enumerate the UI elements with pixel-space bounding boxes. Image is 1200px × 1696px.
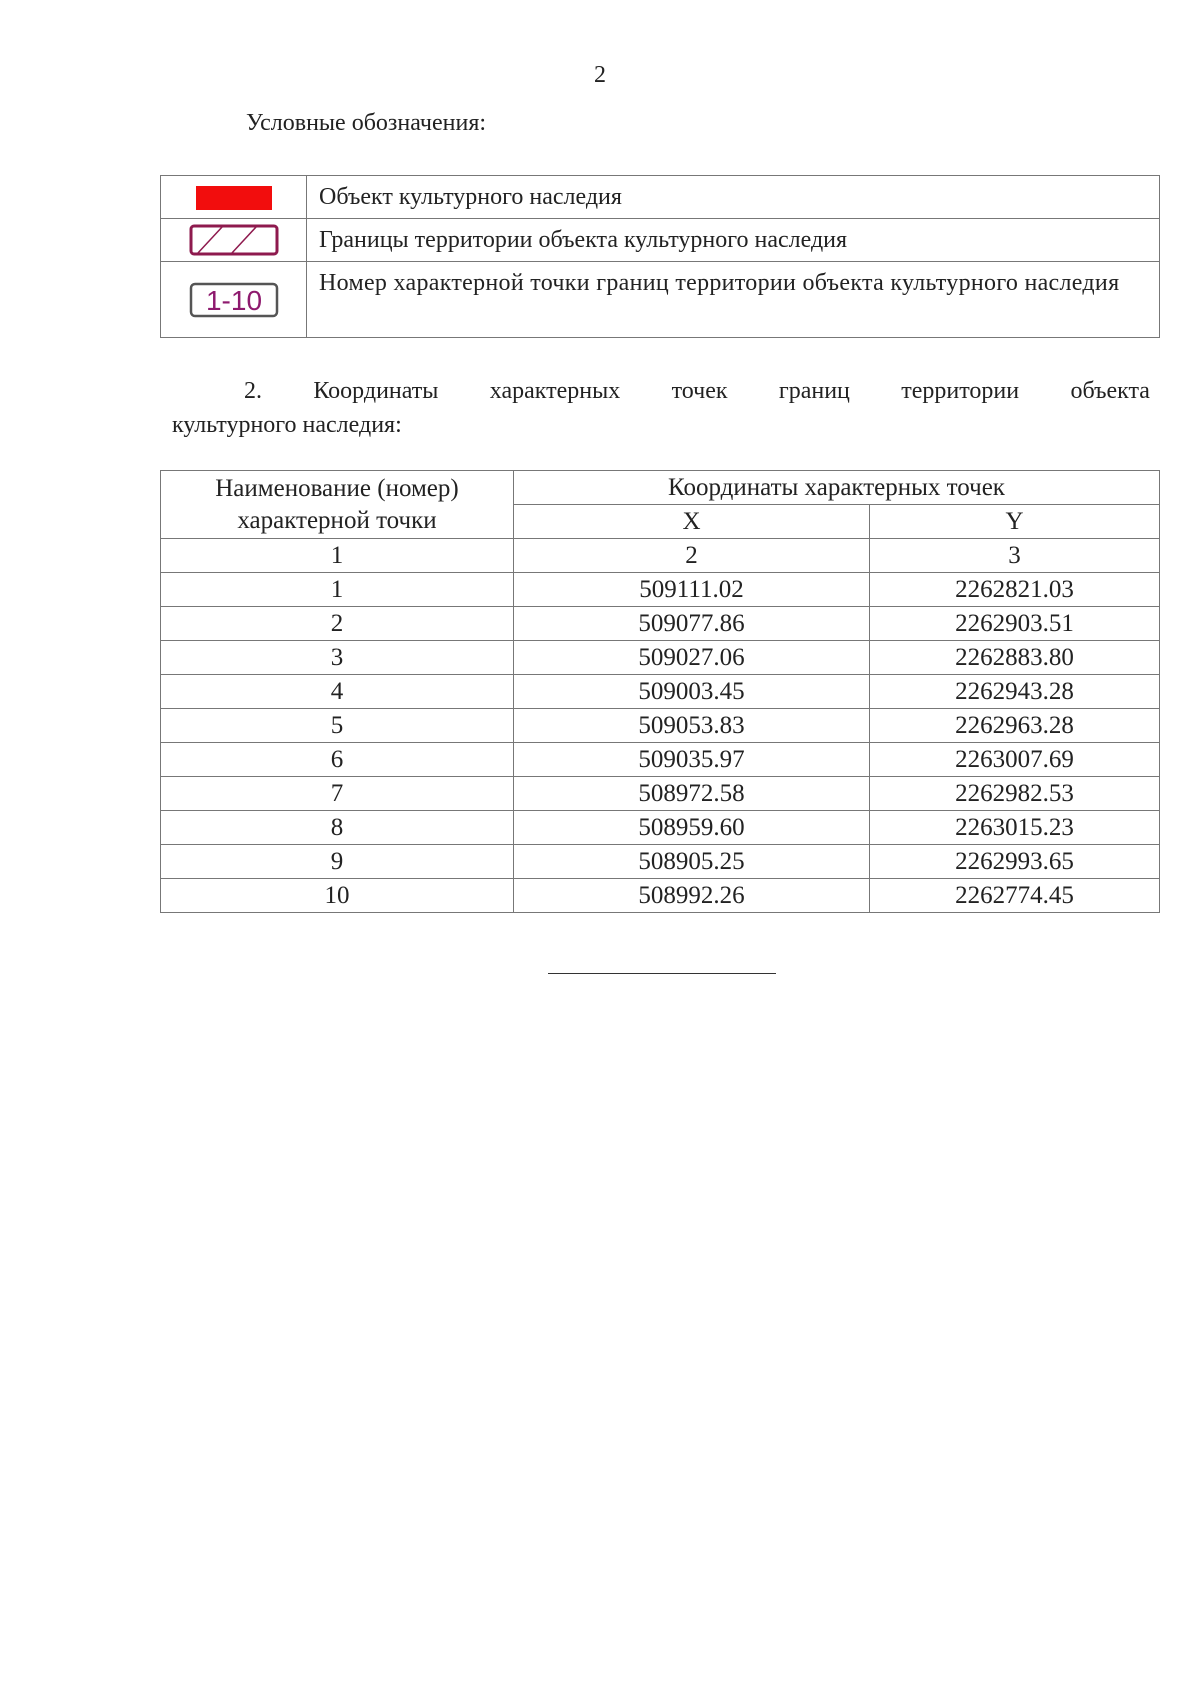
table-row — [161, 811, 1160, 845]
point-number: 6 — [161, 743, 514, 777]
point-y: 2263015.23 — [870, 811, 1160, 845]
section-word: территории — [901, 378, 1020, 404]
table-row — [161, 879, 1160, 913]
point-y: 2262943.28 — [870, 675, 1160, 709]
point-x: 508959.60 — [514, 811, 870, 845]
column-number: 3 — [870, 539, 1160, 573]
column-number-row — [161, 539, 1160, 573]
point-number: 3 — [161, 641, 514, 675]
table-row — [161, 641, 1160, 675]
point-x: 509111.02 — [514, 573, 870, 607]
section-word: характерных — [489, 378, 621, 404]
legend-description: Объект культурного наследия — [307, 176, 1160, 219]
point-x: 508905.25 — [514, 845, 870, 879]
section-heading — [172, 374, 1150, 442]
header-y: Y — [870, 505, 1160, 539]
coordinates-table — [160, 470, 1160, 913]
section-word: Координаты — [313, 378, 439, 404]
section-heading-line: культурного наследия: — [172, 412, 402, 438]
legend-symbol-cell — [161, 262, 307, 338]
point-number: 2 — [161, 607, 514, 641]
legend-heading: Условные обозначения: — [246, 110, 487, 136]
point-y: 2262982.53 — [870, 777, 1160, 811]
table-row — [161, 743, 1160, 777]
point-y: 2263007.69 — [870, 743, 1160, 777]
legend-symbol-cell — [161, 176, 307, 219]
header-point-name: Наименование (номер) характерной точки — [161, 471, 514, 539]
point-number: 10 — [161, 879, 514, 913]
point-number-label-text: 1-10 — [205, 284, 262, 316]
page-number: 2 — [594, 62, 606, 88]
point-x: 508992.26 — [514, 879, 870, 913]
header-x: X — [514, 505, 870, 539]
point-number: 5 — [161, 709, 514, 743]
hatched-boundary-icon — [189, 224, 279, 256]
point-y: 2262821.03 — [870, 573, 1160, 607]
legend-table — [160, 175, 1160, 338]
header-coordinates: Координаты характерных точек — [514, 471, 1160, 505]
point-x: 509053.83 — [514, 709, 870, 743]
table-row — [161, 607, 1160, 641]
table-row — [161, 573, 1160, 607]
legend-symbol-cell — [161, 219, 307, 262]
point-number: 8 — [161, 811, 514, 845]
legend-row — [161, 262, 1160, 338]
point-x: 509035.97 — [514, 743, 870, 777]
table-row — [161, 675, 1160, 709]
point-x: 509003.45 — [514, 675, 870, 709]
point-number: 9 — [161, 845, 514, 879]
legend-description: Номер характерной точки границ территории объекта культурного наследия — [307, 262, 1160, 338]
legend-row — [161, 219, 1160, 262]
coordinates-table-body — [161, 573, 1160, 913]
point-y: 2262903.51 — [870, 607, 1160, 641]
point-x: 509077.86 — [514, 607, 870, 641]
section-word: точек — [671, 378, 728, 404]
point-x: 509027.06 — [514, 641, 870, 675]
point-y: 2262774.45 — [870, 879, 1160, 913]
red-filled-rectangle-icon — [196, 186, 272, 210]
point-number: 4 — [161, 675, 514, 709]
end-divider — [548, 973, 776, 974]
section-heading-line — [172, 374, 1150, 408]
column-number: 2 — [514, 539, 870, 573]
table-row — [161, 777, 1160, 811]
table-row — [161, 845, 1160, 879]
section-word: 2. — [244, 378, 262, 404]
point-number: 7 — [161, 777, 514, 811]
column-number: 1 — [161, 539, 514, 573]
legend-row — [161, 176, 1160, 219]
table-row — [161, 709, 1160, 743]
point-y: 2262883.80 — [870, 641, 1160, 675]
legend-description: Границы территории объекта культурного наследия — [307, 219, 1160, 262]
point-number-label-icon — [189, 282, 279, 318]
point-number: 1 — [161, 573, 514, 607]
point-y: 2262993.65 — [870, 845, 1160, 879]
table-header-row — [161, 471, 1160, 505]
point-y: 2262963.28 — [870, 709, 1160, 743]
point-x: 508972.58 — [514, 777, 870, 811]
section-word: границ — [778, 378, 850, 404]
section-word: объекта — [1070, 378, 1150, 404]
